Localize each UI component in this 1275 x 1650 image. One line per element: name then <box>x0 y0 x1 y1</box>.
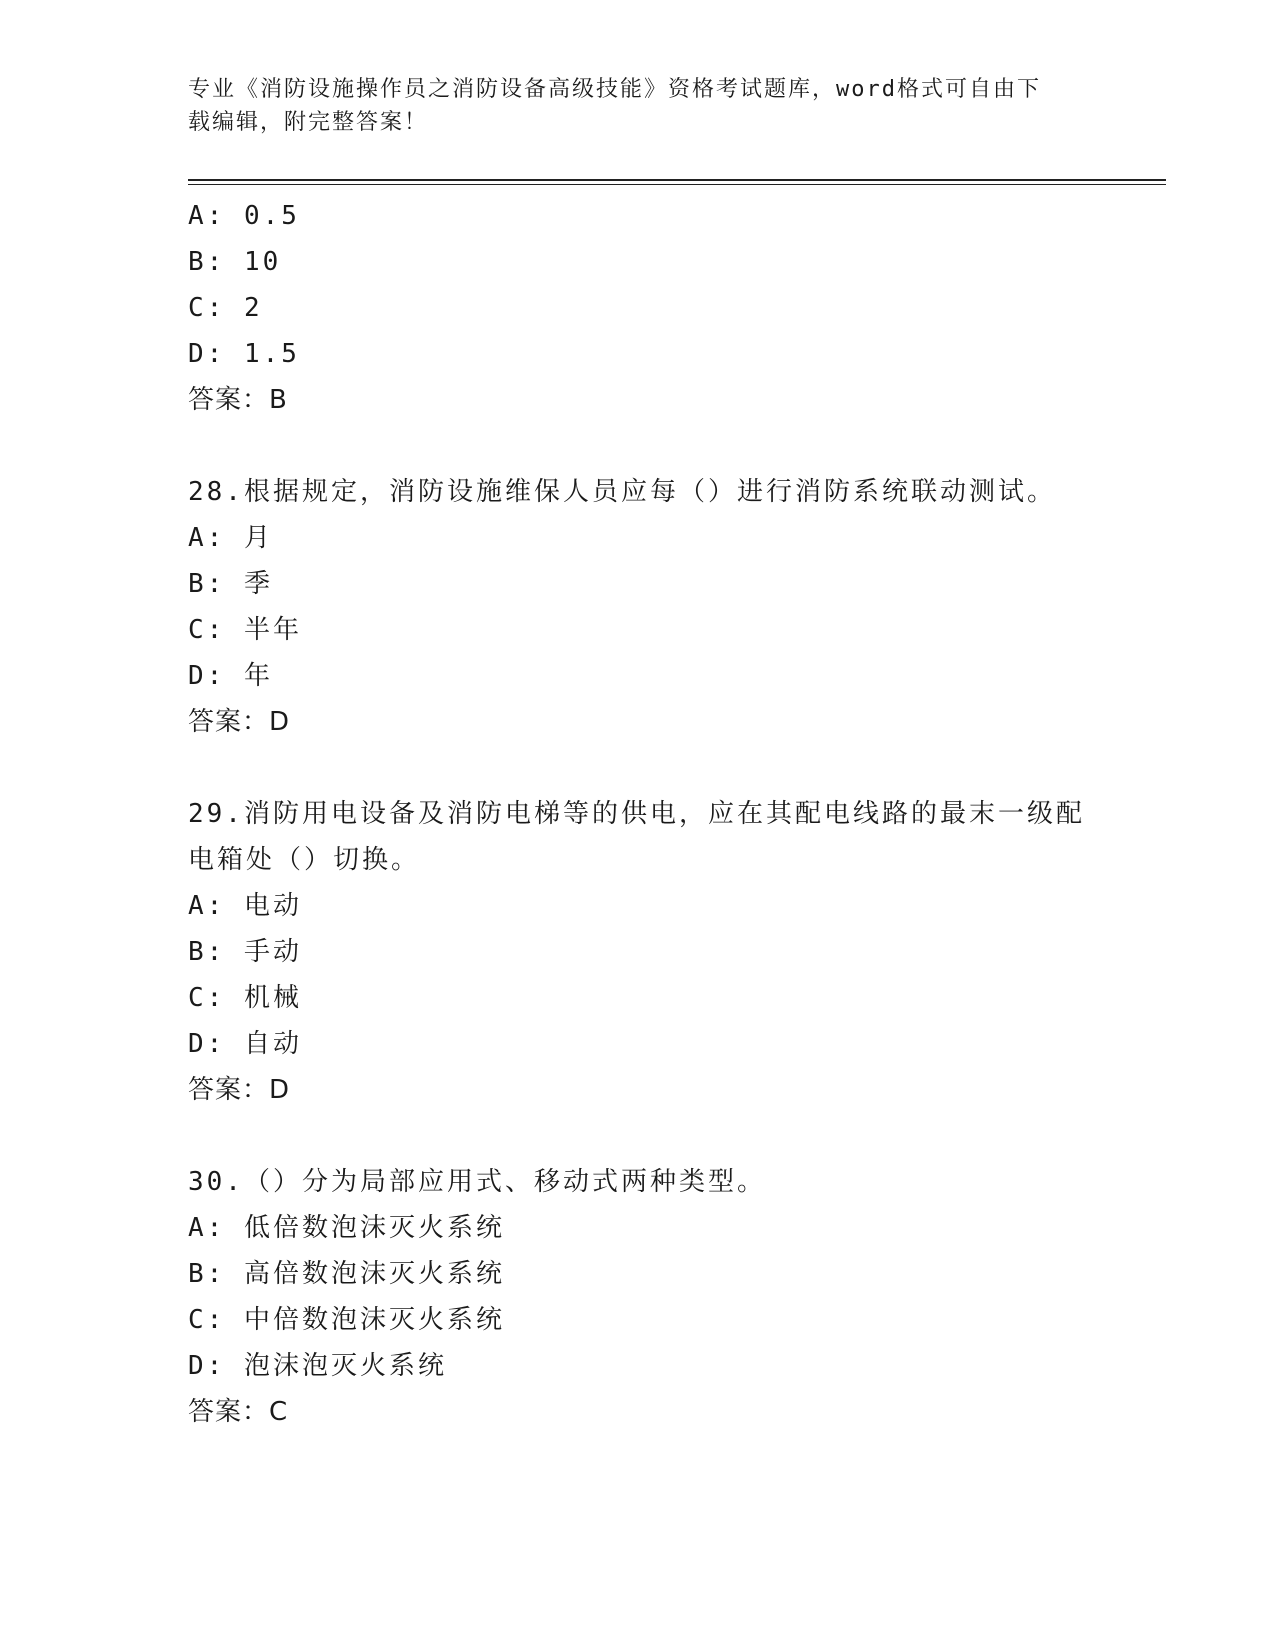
spacer <box>188 745 1148 791</box>
option-d: D: 泡沫泡灭火系统 <box>188 1351 447 1381</box>
header-line-1: 专业《消防设施操作员之消防设备高级技能》资格考试题库，word格式可自由下 <box>188 77 1041 102</box>
question-text-line-1: 29.消防用电设备及消防电梯等的供电，应在其配电线路的最末一级配 <box>188 799 1085 829</box>
question-30 <box>188 1159 1148 1435</box>
question-28 <box>188 469 1148 745</box>
option-c: C: 中倍数泡沫灭火系统 <box>188 1305 505 1335</box>
answer-line: 答案：B <box>188 385 288 415</box>
option-a: A: 低倍数泡沫灭火系统 <box>188 1213 505 1243</box>
spacer <box>188 423 1148 469</box>
option-c: C: 半年 <box>188 615 302 645</box>
option-b: B: 季 <box>188 569 273 599</box>
option-b: B: 手动 <box>188 937 302 967</box>
question-text: 28.根据规定，消防设施维保人员应每（）进行消防系统联动测试。 <box>188 477 1056 507</box>
option-a: A: 电动 <box>188 891 302 921</box>
question-list <box>188 193 1148 1435</box>
answer-line: 答案：C <box>188 1397 289 1427</box>
option-a: A: 0.5 <box>188 201 300 231</box>
question-text-line-2: 电箱处（）切换。 <box>188 845 421 875</box>
answer-line: 答案：D <box>188 1075 291 1105</box>
question-27 <box>188 193 1148 423</box>
spacer <box>188 1113 1148 1159</box>
question-29 <box>188 791 1148 1113</box>
option-d: D: 年 <box>188 661 273 691</box>
option-d: D: 1.5 <box>188 339 300 369</box>
question-text: 30.（）分为局部应用式、移动式两种类型。 <box>188 1167 766 1197</box>
header-divider-thick <box>188 179 1166 181</box>
option-b: B: 10 <box>188 247 282 277</box>
option-a: A: 月 <box>188 523 273 553</box>
option-c: C: 2 <box>188 293 263 323</box>
document-header <box>188 73 1088 139</box>
header-divider-thin <box>188 184 1166 185</box>
option-b: B: 高倍数泡沫灭火系统 <box>188 1259 505 1289</box>
header-line-2: 载编辑，附完整答案！ <box>188 110 429 135</box>
option-c: C: 机械 <box>188 983 302 1013</box>
option-d: D: 自动 <box>188 1029 302 1059</box>
answer-line: 答案：D <box>188 707 291 737</box>
